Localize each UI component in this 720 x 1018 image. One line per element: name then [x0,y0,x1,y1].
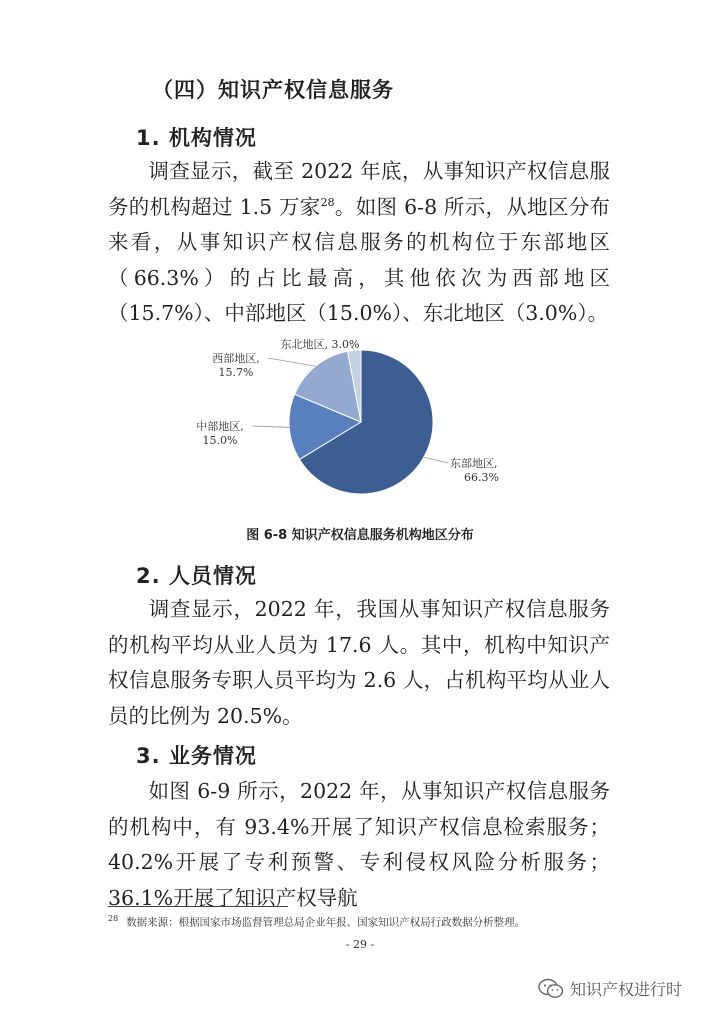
paragraph-institutions [108,154,610,332]
watermark-text: 知识产权进行时 [570,980,683,999]
paragraph-text: 。如图 6-8 所示，从地区分布来看，从事知识产权信息服务的机构位于东部地区（66.3%）的占比最高，其他依次为西部地区（15.7%）、中部地区（15.0%）、东北地区（3.0%）。 [108,194,611,325]
paragraph-business [108,774,610,916]
leader-line-0 [424,457,448,463]
figure-caption: 图 6-8 知识产权信息服务机构地区分布 [246,528,474,543]
pie-chart [180,330,540,515]
section-heading: （四）知识产权信息服务 [152,78,394,102]
page-number: - 29 - [345,938,375,951]
subsection-heading-3: 3. 业务情况 [136,744,257,768]
footnote [108,914,525,930]
footnote-ref[interactable]: 28 [320,195,335,209]
paragraph-text: 调查显示，截至 2022 年底，从事知识产权信息服务的机构超过 1.5 万家 [108,159,610,219]
wechat-icon [538,978,564,1000]
watermark [538,977,682,1000]
slice-label-2: 西部地区, 15.7% [212,352,260,379]
paragraph-text: 如图 6-9 所示，2022 年，从事知识产权信息服务的机构中，有 93.4%开展了知识产权信息检索服务；40.2%开展了专利预警、专利侵权风险分析服务；36.1%开展了知识产权导航 [108,779,610,910]
subsection-heading-2: 2. 人员情况 [136,564,257,588]
paragraph-text: 调查显示，2022 年，我国从事知识产权信息服务的机构平均从业人员为 17.6 人。其中，机构中知识产权信息服务专职人员平均为 2.6 人，占机构平均从业人员的比例为 20.5%。 [108,597,610,728]
leader-line-2 [268,358,316,366]
paragraph-personnel [108,592,610,734]
slice-label-1: 中部地区, 15.0% [196,420,244,447]
subsection-heading-1: 1. 机构情况 [136,126,257,150]
footnote-number: 28 [108,914,119,923]
slice-label-3: 东北地区, 3.0% [280,338,360,351]
footnote-text: 数据来源：根据国家市场监督管理总局企业年报、国家知识产权局行政数据分析整理。 [126,916,526,929]
footnote-divider [108,906,288,907]
leader-line-1 [252,426,289,427]
slice-label-0: 东部地区, 66.3% [450,457,499,484]
